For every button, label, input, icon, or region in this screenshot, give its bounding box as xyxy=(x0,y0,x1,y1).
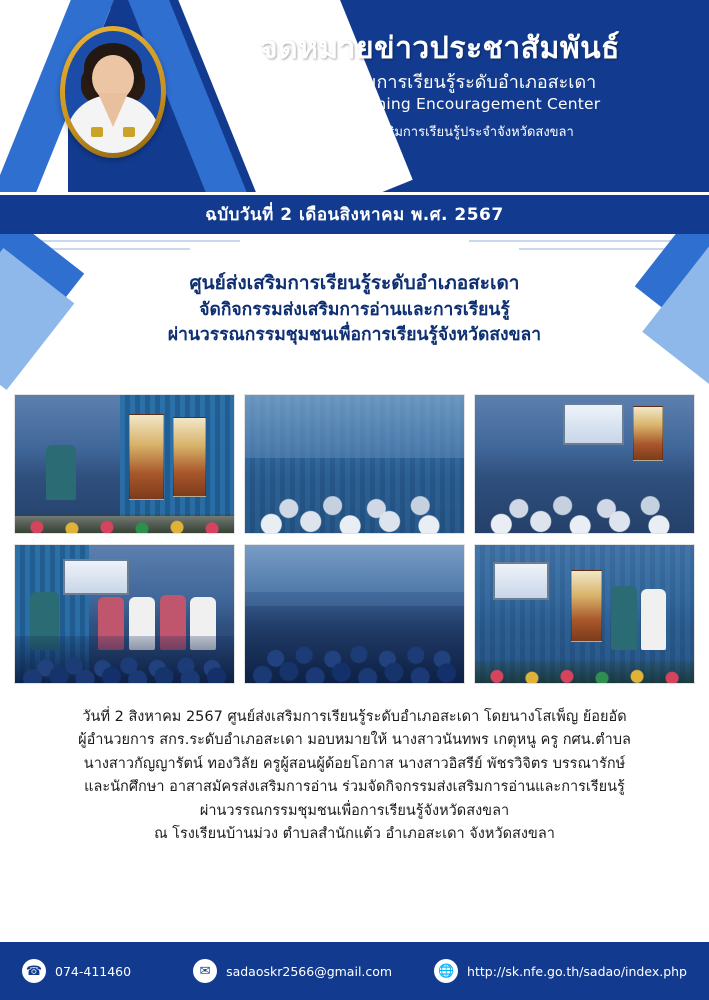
body-line: นางสาวกัญญารัตน์ ทองวิลัย ครูผู้สอนผู้ด้อยโอกาส นางสาวอิสรีย์ พัชรวิจิตร บรรณารักษ์ xyxy=(83,755,626,772)
photo-item xyxy=(244,544,465,684)
globe-icon: 🌐 xyxy=(434,959,458,983)
footer-email[interactable] xyxy=(193,959,426,983)
footer-phone-text: 074-411460 xyxy=(55,963,132,979)
header-subtitle-en: District Learning Encouragement Center xyxy=(279,94,601,113)
avatar xyxy=(60,26,166,158)
photo-item xyxy=(474,394,695,534)
photo-item xyxy=(474,544,695,684)
issue-date-text: ฉบับวันที่ 2 เดือนสิงหาคม พ.ศ. 2567 xyxy=(205,205,504,225)
avatar-photo xyxy=(65,31,161,153)
headline-line-1: ศูนย์ส่งเสริมการเรียนรู้ระดับอำเภอสะเดา xyxy=(189,272,520,294)
footer-website-text[interactable]: http://sk.nfe.go.th/sadao/index.php xyxy=(467,963,687,979)
issue-bar xyxy=(0,192,709,234)
header-subtitle-th: ศูนย์ส่งเสริมการเรียนรู้ระดับอำเภอสะเดา xyxy=(283,71,597,93)
header-office-name: สำนักงานส่งเสริมการเรียนรู้ประจำจังหวัดสงขลา xyxy=(306,124,574,140)
footer-phone xyxy=(22,959,185,983)
photo-grid xyxy=(0,394,709,684)
newsletter-header xyxy=(0,0,709,192)
header-text-block xyxy=(190,30,690,142)
phone-icon: ☎ xyxy=(22,959,46,983)
footer-email-text[interactable]: sadaoskr2566@gmail.com xyxy=(226,963,393,979)
photo-item xyxy=(14,544,235,684)
body-line: ณ โรงเรียนบ้านม่วง ตำบลสำนักแต้ว อำเภอสะเดา จังหวัดสงขลา xyxy=(154,826,555,843)
body-line: และนักศึกษา อาสาสมัครส่งเสริมการอ่าน ร่วมจัดกิจกรรมส่งเสริมการอ่านและการเรียนรู้ xyxy=(84,779,625,796)
page-title: จดหมายข่าวประชาสัมพันธ์ xyxy=(260,31,620,66)
headline-line-3: ผ่านวรรณกรรมชุมชนเพื่อการเรียนรู้จังหวัดสงขลา xyxy=(167,324,542,345)
body-line: วันที่ 2 สิงหาคม 2567 ศูนย์ส่งเสริมการเรียนรู้ระดับอำเภอสะเดา โดยนางโสเพ็ญ ย้อยอัด xyxy=(82,709,627,725)
body-line: ผ่านวรรณกรรมชุมชนเพื่อการเรียนรู้จังหวัดสงขลา xyxy=(199,802,510,819)
photo-item xyxy=(14,394,235,534)
photo-item xyxy=(244,394,465,534)
article-body xyxy=(0,684,709,857)
contact-footer xyxy=(0,942,709,1000)
body-line: ผู้อำนวยการ สกร.ระดับอำเภอสะเดา มอบหมายให้ นางสาวนันทพร เกตุหนู ครู กศน.ตำบล xyxy=(78,732,631,749)
headline-line-2: จัดกิจกรรมส่งเสริมการอ่านและการเรียนรู้ xyxy=(199,299,510,320)
headline-section xyxy=(0,234,709,394)
mail-icon: ✉ xyxy=(193,959,217,983)
footer-website[interactable] xyxy=(434,959,687,983)
headline-text-block xyxy=(0,234,709,348)
